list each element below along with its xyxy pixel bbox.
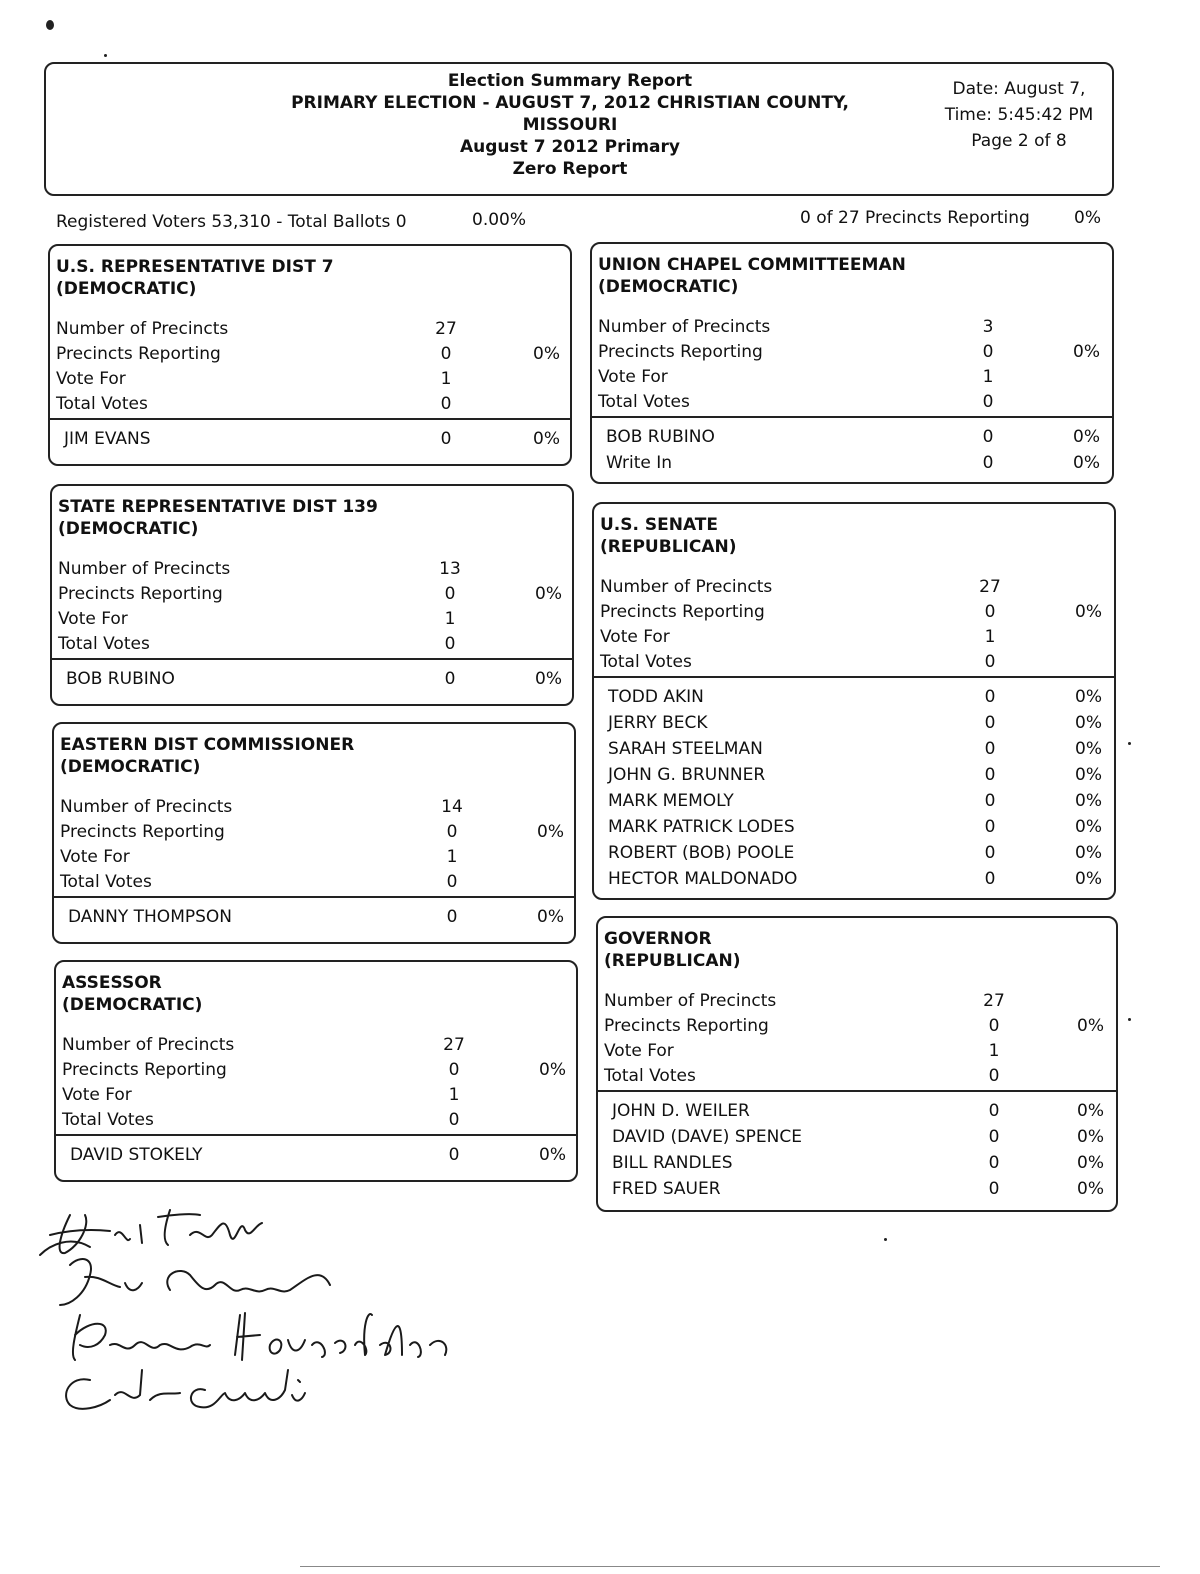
stat-percent: 0% bbox=[537, 822, 564, 842]
candidate-row bbox=[56, 426, 564, 452]
race-party: (REPUBLICAN) bbox=[600, 537, 737, 557]
candidate-votes: 0 bbox=[988, 1101, 1000, 1121]
total-votes-row bbox=[60, 869, 568, 895]
race-divider bbox=[52, 658, 572, 660]
scan-speck bbox=[104, 54, 107, 57]
candidate-row bbox=[604, 1124, 1110, 1150]
stat-value: 0 bbox=[444, 634, 456, 654]
race-office: ASSESSOR bbox=[62, 973, 162, 993]
precincts-reporting-row bbox=[62, 1057, 570, 1083]
stat-value: 3 bbox=[982, 317, 994, 337]
candidate-votes: 0 bbox=[982, 427, 994, 447]
stat-label: Number of Precincts bbox=[62, 1035, 235, 1055]
stat-value: 0 bbox=[446, 872, 458, 892]
stat-value: 14 bbox=[441, 797, 463, 817]
stat-percent: 0% bbox=[1073, 342, 1100, 362]
candidate-votes: 0 bbox=[984, 817, 996, 837]
candidate-row bbox=[600, 788, 1108, 814]
stat-value: 0 bbox=[982, 342, 994, 362]
candidate-percent: 0% bbox=[1075, 817, 1102, 837]
candidate-votes: 0 bbox=[984, 687, 996, 707]
race-party: (REPUBLICAN) bbox=[604, 951, 741, 971]
stat-value: 0 bbox=[444, 584, 456, 604]
stat-label: Vote For bbox=[56, 369, 126, 389]
candidate-row bbox=[600, 710, 1108, 736]
candidate-votes: 0 bbox=[984, 791, 996, 811]
candidate-percent: 0% bbox=[1075, 869, 1102, 889]
candidate-votes: 0 bbox=[988, 1127, 1000, 1147]
race-divider bbox=[54, 896, 574, 898]
stat-label: Number of Precincts bbox=[600, 577, 773, 597]
candidate-name: MARK PATRICK LODES bbox=[608, 817, 795, 837]
candidate-percent: 0% bbox=[1075, 713, 1102, 733]
number-of-precincts-row bbox=[62, 1032, 570, 1058]
stat-label: Vote For bbox=[62, 1085, 132, 1105]
candidate-name: DANNY THOMPSON bbox=[68, 907, 232, 927]
candidate-votes: 0 bbox=[984, 765, 996, 785]
stat-label: Total Votes bbox=[58, 634, 150, 654]
stat-label: Precincts Reporting bbox=[62, 1060, 227, 1080]
signature-1 bbox=[40, 1210, 262, 1255]
race-title bbox=[598, 254, 906, 298]
race-divider bbox=[594, 676, 1114, 678]
candidate-percent: 0% bbox=[1077, 1127, 1104, 1147]
vote-for-row bbox=[60, 844, 568, 870]
candidate-votes: 0 bbox=[984, 713, 996, 733]
stat-label: Vote For bbox=[604, 1041, 674, 1061]
candidate-votes: 0 bbox=[984, 739, 996, 759]
precincts-reporting-row bbox=[60, 819, 568, 845]
number-of-precincts-row bbox=[56, 316, 564, 342]
total-votes-row bbox=[56, 391, 564, 417]
candidate-percent: 0% bbox=[1077, 1153, 1104, 1173]
stat-value: 1 bbox=[448, 1085, 460, 1105]
race-office: U.S. REPRESENTATIVE DIST 7 bbox=[56, 257, 334, 277]
handwritten-signatures bbox=[30, 1195, 490, 1435]
race-box bbox=[54, 960, 578, 1182]
page-number: Page 2 of 8 bbox=[971, 131, 1067, 151]
stat-value: 1 bbox=[440, 369, 452, 389]
candidate-name: SARAH STEELMAN bbox=[608, 739, 763, 759]
candidate-votes: 0 bbox=[440, 429, 452, 449]
candidate-name: TODD AKIN bbox=[608, 687, 704, 707]
candidate-row bbox=[58, 666, 566, 692]
stat-value: 0 bbox=[988, 1016, 1000, 1036]
report-subtitle-line1: PRIMARY ELECTION - AUGUST 7, 2012 CHRISTIAN COUNTY, bbox=[291, 93, 849, 113]
total-votes-row bbox=[58, 631, 566, 657]
signature-4 bbox=[66, 1370, 305, 1409]
candidate-percent: 0% bbox=[537, 907, 564, 927]
precincts-reporting-row bbox=[598, 339, 1106, 365]
scan-speck bbox=[1128, 1018, 1131, 1021]
race-box bbox=[48, 244, 572, 466]
stat-label: Number of Precincts bbox=[56, 319, 229, 339]
candidate-name: HECTOR MALDONADO bbox=[608, 869, 798, 889]
candidate-votes: 0 bbox=[448, 1145, 460, 1165]
stat-label: Precincts Reporting bbox=[58, 584, 223, 604]
stat-label: Number of Precincts bbox=[604, 991, 777, 1011]
candidate-percent: 0% bbox=[1075, 739, 1102, 759]
stat-label: Vote For bbox=[600, 627, 670, 647]
stat-label: Number of Precincts bbox=[598, 317, 771, 337]
stat-label: Precincts Reporting bbox=[604, 1016, 769, 1036]
candidate-name: JIM EVANS bbox=[64, 429, 151, 449]
candidate-row bbox=[600, 840, 1108, 866]
vote-for-row bbox=[600, 624, 1108, 650]
race-box bbox=[592, 502, 1116, 900]
candidate-row bbox=[600, 684, 1108, 710]
stat-percent: 0% bbox=[1077, 1016, 1104, 1036]
race-title bbox=[604, 928, 740, 972]
stat-label: Precincts Reporting bbox=[600, 602, 765, 622]
candidate-votes: 0 bbox=[988, 1179, 1000, 1199]
candidate-percent: 0% bbox=[1077, 1101, 1104, 1121]
page-bottom-edge bbox=[300, 1566, 1160, 1567]
race-divider bbox=[50, 418, 570, 420]
stat-label: Vote For bbox=[58, 609, 128, 629]
candidate-row bbox=[604, 1150, 1110, 1176]
number-of-precincts-row bbox=[60, 794, 568, 820]
election-name: August 7 2012 Primary bbox=[460, 137, 680, 157]
candidate-name: FRED SAUER bbox=[612, 1179, 721, 1199]
precincts-reporting-row bbox=[600, 599, 1108, 625]
candidate-name: JERRY BECK bbox=[608, 713, 708, 733]
race-office: GOVERNOR bbox=[604, 929, 712, 949]
stat-label: Number of Precincts bbox=[58, 559, 231, 579]
candidate-name: ROBERT (BOB) POOLE bbox=[608, 843, 795, 863]
candidate-row bbox=[604, 1176, 1110, 1202]
stat-label: Total Votes bbox=[62, 1110, 154, 1130]
race-party: (DEMOCRATIC) bbox=[58, 519, 199, 539]
total-votes-row bbox=[62, 1107, 570, 1133]
race-divider bbox=[598, 1090, 1116, 1092]
total-votes-row bbox=[604, 1063, 1110, 1089]
candidate-name: MARK MEMOLY bbox=[608, 791, 734, 811]
candidate-row bbox=[60, 904, 568, 930]
stat-value: 0 bbox=[440, 394, 452, 414]
candidate-votes: 0 bbox=[444, 669, 456, 689]
candidate-row bbox=[600, 762, 1108, 788]
race-office: U.S. SENATE bbox=[600, 515, 719, 535]
candidate-percent: 0% bbox=[1075, 687, 1102, 707]
report-time: Time: 5:45:42 PM bbox=[944, 105, 1094, 125]
candidate-percent: 0% bbox=[539, 1145, 566, 1165]
race-box bbox=[596, 916, 1118, 1212]
stat-value: 27 bbox=[435, 319, 457, 339]
stat-value: 0 bbox=[448, 1060, 460, 1080]
signature-2 bbox=[60, 1259, 330, 1305]
candidate-percent: 0% bbox=[1073, 427, 1100, 447]
stat-label: Vote For bbox=[598, 367, 668, 387]
race-title bbox=[58, 496, 378, 540]
race-party: (DEMOCRATIC) bbox=[56, 279, 197, 299]
stat-percent: 0% bbox=[535, 584, 562, 604]
race-office: EASTERN DIST COMMISSIONER bbox=[60, 735, 355, 755]
report-type: Zero Report bbox=[512, 159, 628, 179]
stat-value: 1 bbox=[444, 609, 456, 629]
stat-label: Precincts Reporting bbox=[598, 342, 763, 362]
stat-percent: 0% bbox=[539, 1060, 566, 1080]
candidate-name: JOHN D. WEILER bbox=[612, 1101, 750, 1121]
stat-percent: 0% bbox=[1075, 602, 1102, 622]
stat-value: 1 bbox=[982, 367, 994, 387]
number-of-precincts-row bbox=[604, 988, 1110, 1014]
number-of-precincts-row bbox=[58, 556, 566, 582]
candidate-row bbox=[600, 736, 1108, 762]
candidate-percent: 0% bbox=[1075, 791, 1102, 811]
report-subtitle-line2: MISSOURI bbox=[522, 115, 618, 135]
report-date: Date: August 7, bbox=[952, 79, 1086, 99]
candidate-percent: 0% bbox=[1075, 765, 1102, 785]
candidate-name: BOB RUBINO bbox=[66, 669, 175, 689]
race-office: UNION CHAPEL COMMITTEEMAN bbox=[598, 255, 906, 275]
stat-label: Vote For bbox=[60, 847, 130, 867]
candidate-votes: 0 bbox=[446, 907, 458, 927]
stat-value: 0 bbox=[982, 392, 994, 412]
report-title-block bbox=[190, 70, 950, 180]
race-box bbox=[52, 722, 576, 944]
stat-value: 0 bbox=[448, 1110, 460, 1130]
candidate-percent: 0% bbox=[1073, 453, 1100, 473]
registered-voters-summary: Registered Voters 53,310 - Total Ballots 0 bbox=[56, 212, 407, 232]
number-of-precincts-row bbox=[598, 314, 1106, 340]
precincts-reporting-row bbox=[56, 341, 564, 367]
candidate-row bbox=[604, 1098, 1110, 1124]
race-party: (DEMOCRATIC) bbox=[62, 995, 203, 1015]
signature-3 bbox=[73, 1313, 446, 1360]
stat-value: 1 bbox=[984, 627, 996, 647]
candidate-votes: 0 bbox=[988, 1153, 1000, 1173]
report-title: Election Summary Report bbox=[447, 71, 693, 91]
race-title bbox=[56, 256, 334, 300]
precincts-reporting-row bbox=[58, 581, 566, 607]
stat-value: 27 bbox=[983, 991, 1005, 1011]
race-party: (DEMOCRATIC) bbox=[60, 757, 201, 777]
race-divider bbox=[592, 416, 1112, 418]
race-box bbox=[50, 484, 574, 706]
stat-label: Total Votes bbox=[600, 652, 692, 672]
scan-speck bbox=[1128, 742, 1131, 745]
vote-for-row bbox=[604, 1038, 1110, 1064]
race-box bbox=[590, 242, 1114, 484]
stat-value: 1 bbox=[988, 1041, 1000, 1061]
candidate-row bbox=[62, 1142, 570, 1168]
stat-label: Total Votes bbox=[60, 872, 152, 892]
vote-for-row bbox=[56, 366, 564, 392]
precincts-reporting-percent: 0% bbox=[1074, 208, 1101, 228]
stat-label: Total Votes bbox=[598, 392, 690, 412]
stat-value: 27 bbox=[979, 577, 1001, 597]
candidate-row bbox=[598, 424, 1106, 450]
candidate-name: DAVID STOKELY bbox=[70, 1145, 203, 1165]
report-meta-block bbox=[930, 76, 1108, 154]
vote-for-row bbox=[598, 364, 1106, 390]
stat-value: 0 bbox=[440, 344, 452, 364]
vote-for-row bbox=[62, 1082, 570, 1108]
stat-value: 1 bbox=[446, 847, 458, 867]
number-of-precincts-row bbox=[600, 574, 1108, 600]
stat-value: 27 bbox=[443, 1035, 465, 1055]
race-divider bbox=[56, 1134, 576, 1136]
candidate-name: BILL RANDLES bbox=[612, 1153, 733, 1173]
race-title bbox=[60, 734, 354, 778]
race-party: (DEMOCRATIC) bbox=[598, 277, 739, 297]
total-votes-row bbox=[600, 649, 1108, 675]
stat-label: Total Votes bbox=[56, 394, 148, 414]
stat-value: 0 bbox=[988, 1066, 1000, 1086]
stat-value: 0 bbox=[446, 822, 458, 842]
candidate-name: DAVID (DAVE) SPENCE bbox=[612, 1127, 802, 1147]
stat-label: Precincts Reporting bbox=[60, 822, 225, 842]
candidate-row bbox=[600, 814, 1108, 840]
race-title bbox=[62, 972, 202, 1016]
candidate-percent: 0% bbox=[535, 669, 562, 689]
race-office: STATE REPRESENTATIVE DIST 139 bbox=[58, 497, 378, 517]
candidate-votes: 0 bbox=[984, 843, 996, 863]
candidate-percent: 0% bbox=[533, 429, 560, 449]
race-title bbox=[600, 514, 736, 558]
scan-speck bbox=[46, 20, 54, 30]
stat-label: Total Votes bbox=[604, 1066, 696, 1086]
stat-label: Precincts Reporting bbox=[56, 344, 221, 364]
candidate-name: Write In bbox=[606, 453, 673, 473]
vote-for-row bbox=[58, 606, 566, 632]
candidate-row bbox=[600, 866, 1108, 892]
precincts-reporting-summary: 0 of 27 Precincts Reporting bbox=[800, 208, 1030, 228]
candidate-name: BOB RUBINO bbox=[606, 427, 715, 447]
total-votes-row bbox=[598, 389, 1106, 415]
candidate-votes: 0 bbox=[982, 453, 994, 473]
candidate-name: JOHN G. BRUNNER bbox=[608, 765, 766, 785]
stat-value: 0 bbox=[984, 602, 996, 622]
candidate-percent: 0% bbox=[1075, 843, 1102, 863]
candidate-percent: 0% bbox=[1077, 1179, 1104, 1199]
stat-value: 13 bbox=[439, 559, 461, 579]
candidate-row bbox=[598, 450, 1106, 476]
stat-label: Number of Precincts bbox=[60, 797, 233, 817]
candidate-votes: 0 bbox=[984, 869, 996, 889]
stat-value: 0 bbox=[984, 652, 996, 672]
scan-speck bbox=[884, 1238, 887, 1241]
precincts-reporting-row bbox=[604, 1013, 1110, 1039]
turnout-percent: 0.00% bbox=[472, 210, 527, 230]
stat-percent: 0% bbox=[533, 344, 560, 364]
